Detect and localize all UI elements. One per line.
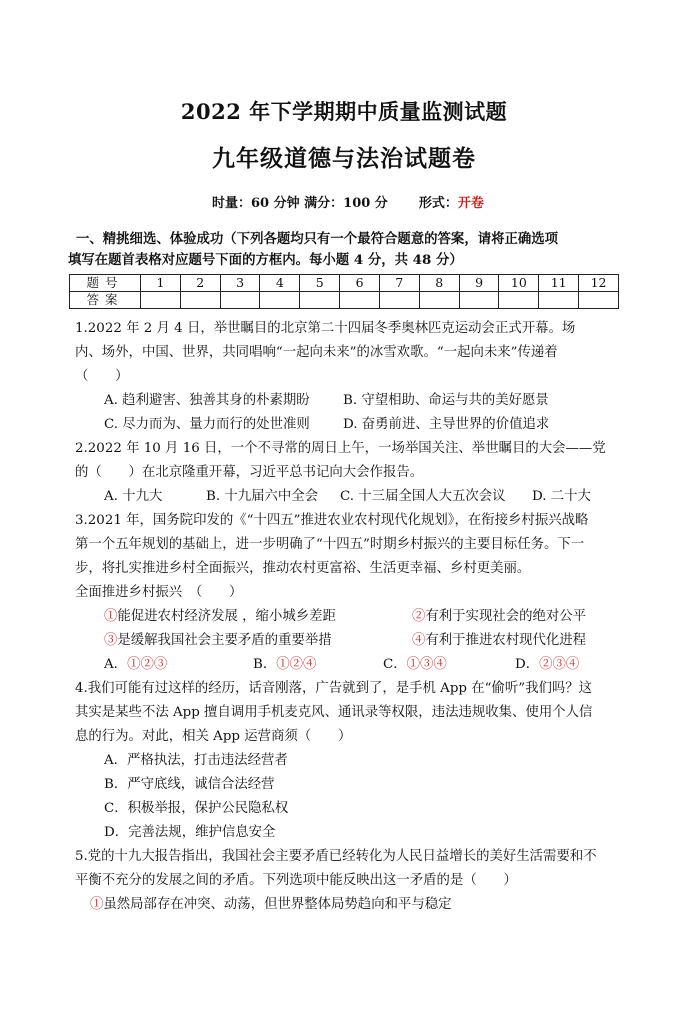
q3-line-1: 3.2021 年，国务院印发的《“十四五”推进农业农村现代化规划》，在衔接乡村振兴战略 — [75, 513, 589, 528]
q3-line-2: 第一个五年规划的基础上，进一步明确了“十四五”时期乡村振兴的主要目标任务。下一 — [75, 537, 585, 552]
exam-subtitle: 九年级道德与法治试题卷 — [212, 145, 476, 172]
numeral-1: ① — [104, 609, 118, 624]
q2-option-b: B. 十九届六中全会 — [206, 489, 319, 504]
q4-line-3: 息的行为。对此，相关 App 运营商须（ ） — [75, 729, 352, 744]
q1-option-c: C. 尽力而为、量力而行的处世准则 — [104, 417, 310, 432]
q3-option-c: C．①③④ — [383, 657, 447, 672]
q-number: 11 — [539, 275, 579, 292]
q1-option-a: A. 趋利避害、独善其身的朴素期盼 — [104, 393, 310, 408]
exam-title: 2022 年下学期期中质量监测试题 — [180, 99, 508, 124]
q1-option-b: B. 守望相助、命运与共的美好愿景 — [343, 393, 549, 408]
q3-statement-2: ②有利于实现社会的绝对公平 — [412, 609, 587, 624]
q4-option-a: A．严格执法，打击违法经营者 — [104, 753, 288, 768]
answer-cell[interactable] — [180, 292, 220, 309]
exam-meta — [212, 192, 484, 211]
q2-option-a: A. 十九大 — [104, 489, 163, 504]
answer-table — [69, 274, 619, 309]
row-label-answer: 答案 — [70, 292, 141, 309]
q3-option-a: A．①②③ — [104, 657, 168, 672]
answer-cell[interactable] — [379, 292, 419, 309]
answer-cell[interactable] — [300, 292, 340, 309]
section-line-1: 一、精挑细选、体验成功（下列各题均只有一个最符合题意的答案，请将正确选项 — [76, 231, 559, 247]
q2-line-1: 2.2022 年 10 月 16 日，一个不寻常的周日上午，一场举国关注、举世瞩目的大会——党 — [75, 441, 606, 456]
q2-option-d: D. 二十大 — [532, 489, 591, 504]
answer-cell[interactable] — [579, 292, 619, 309]
q3-option-d: D．②③④ — [515, 657, 580, 672]
q1-option-d: D. 奋勇前进、主导世界的价值追求 — [343, 417, 550, 432]
q4-option-d: D．完善法规，维护信息安全 — [104, 825, 276, 840]
time-score: 时量：60 分钟 满分：100 分 — [212, 196, 388, 211]
numeral-4: ④ — [412, 633, 426, 648]
q3-line-4: 全面推进乡村振兴 （ ） — [75, 585, 243, 600]
q3-line-3: 步，将扎实推进乡村全面振兴，推动农村更富裕、生活更幸福、乡村更美丽。 — [75, 561, 531, 576]
q3-statement-1: ①能促进农村经济发展 ，缩小城乡差距 — [104, 609, 336, 624]
q1-line-3: （ ） — [75, 369, 129, 384]
section-heading — [68, 229, 621, 271]
q-number: 4 — [260, 275, 300, 292]
q-number: 6 — [340, 275, 380, 292]
answer-cell[interactable] — [141, 292, 181, 309]
q-number: 10 — [499, 275, 539, 292]
section-line-2: 填写在题首表格对应题号下面的方框内。每小题 4 分，共 48 分） — [68, 252, 463, 268]
numeral-1: ① — [90, 897, 104, 912]
answer-cell[interactable] — [419, 292, 459, 309]
form-value: 开卷 — [457, 196, 484, 211]
q5-line-2: 平衡不充分的发展之间的矛盾。下列选项中能反映出这一矛盾的是（ ） — [75, 873, 517, 888]
answer-cell[interactable] — [539, 292, 579, 309]
numeral-2: ② — [412, 609, 426, 624]
numeral-3: ③ — [104, 633, 118, 648]
q5-line-1: 5.党的十九大报告指出，我国社会主要矛盾已经转化为人民日益增长的美好生活需要和不 — [75, 849, 597, 864]
q-number: 2 — [180, 275, 220, 292]
q5-statement-1: ①虽然局部存在冲突、动荡，但世界整体局势趋向和平与稳定 — [90, 897, 452, 912]
q-number: 8 — [419, 275, 459, 292]
row-label-number: 题号 — [70, 275, 141, 292]
q-number: 3 — [220, 275, 260, 292]
q2-line-2: 的（ ）在北京隆重开幕，习近平总书记向大会作报告。 — [75, 465, 424, 480]
q3-statement-4: ④有利于推进农村现代化进程 — [412, 633, 587, 648]
answer-cell[interactable] — [459, 292, 499, 309]
q-number: 5 — [300, 275, 340, 292]
answer-cell[interactable] — [340, 292, 380, 309]
q4-line-2: 其实是某些不法 App 擅自调用手机麦克风、通讯录等权限，违法违规收集、使用个人信 — [75, 705, 593, 720]
form-label: 形式： — [418, 196, 458, 211]
answer-cell[interactable] — [260, 292, 300, 309]
answer-cell[interactable] — [220, 292, 260, 309]
answer-table-answer-row — [70, 292, 619, 309]
q4-option-c: C．积极举报，保护公民隐私权 — [104, 801, 289, 816]
q1-line-1: 1.2022 年 2 月 4 日，举世瞩目的北京第二十四届冬季奥林匹克运动会正式开幕。场 — [75, 321, 576, 336]
q-number: 7 — [379, 275, 419, 292]
q3-statement-3: ③是缓解我国社会主要矛盾的重要举措 — [104, 633, 332, 648]
q1-line-2: 内、场外，中国、世界，共同唱响“一起向未来”的冰雪欢歌。“一起向未来”传递着 — [75, 345, 558, 360]
q4-line-1: 4.我们可能有过这样的经历，话音刚落，广告就到了，是手机 App 在“偷听”我们吗？这 — [75, 681, 593, 696]
q3-option-b: B．①②④ — [253, 657, 317, 672]
q-number: 9 — [459, 275, 499, 292]
answer-table-number-row — [70, 275, 619, 292]
q2-option-c: C. 十三届全国人大五次会议 — [340, 489, 506, 504]
q-number: 12 — [579, 275, 619, 292]
q4-option-b: B．严守底线，诚信合法经营 — [104, 777, 275, 792]
answer-cell[interactable] — [499, 292, 539, 309]
q-number: 1 — [141, 275, 181, 292]
